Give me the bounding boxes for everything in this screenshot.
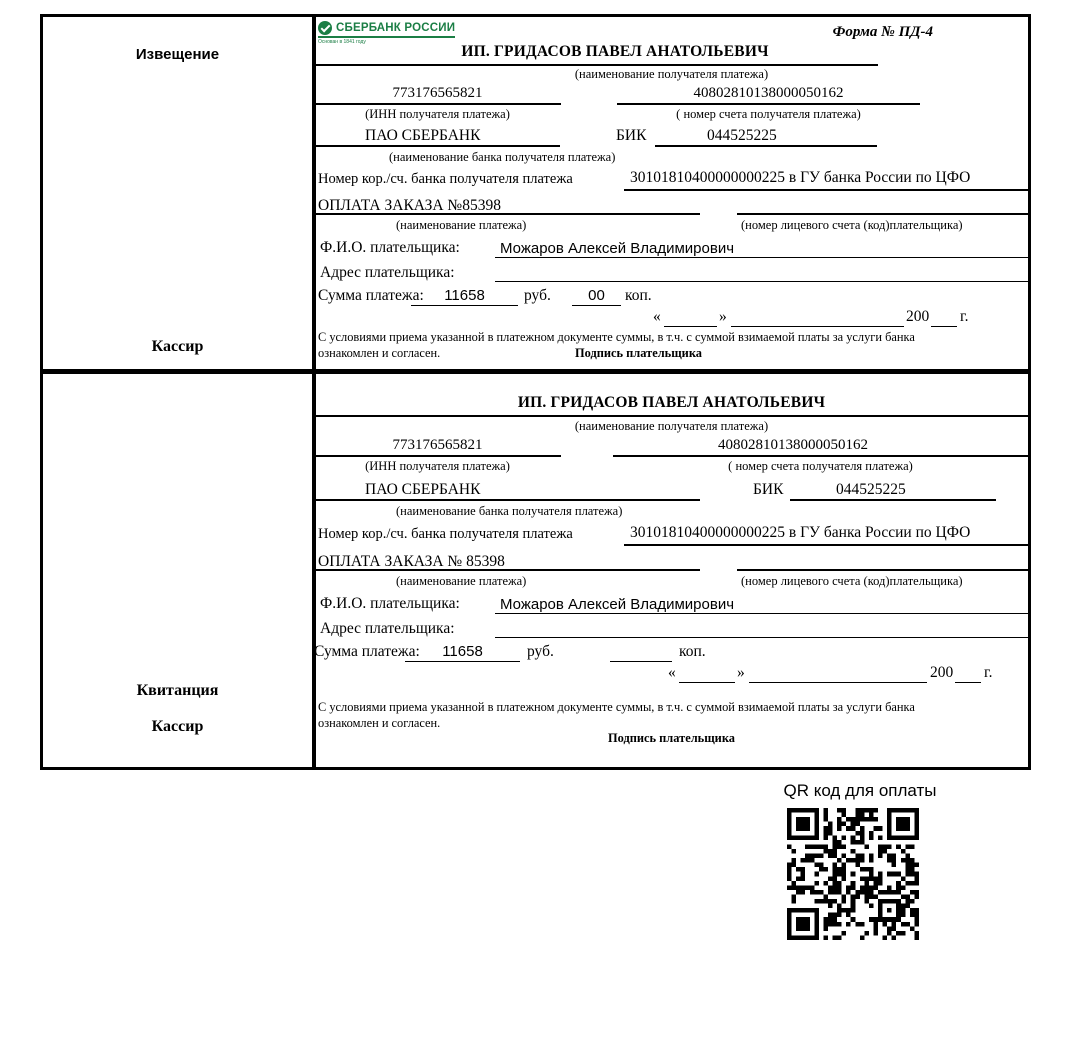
inn-hint: (ИНН получателя платежа): [365, 107, 510, 121]
field-underline: [312, 499, 700, 501]
payer-name-value: Можаров Алексей Владимирович: [500, 240, 735, 257]
field-underline: [737, 213, 1028, 215]
field-underline: [624, 544, 1028, 546]
recipient-name: ИП. ГРИДАСОВ ПАВЕЛ АНАТОЛЬЕВИЧ: [461, 43, 769, 60]
receipt-slip: [40, 371, 1031, 770]
payment-name-hint: (наименование платежа): [396, 574, 527, 588]
field-underline: [312, 569, 700, 571]
rub-label: руб.: [524, 287, 551, 304]
field-underline: [315, 455, 561, 457]
bik-label: БИК: [616, 127, 647, 144]
open-quote: «: [653, 308, 661, 325]
date-day-underline: [664, 326, 717, 327]
close-quote: »: [719, 308, 727, 325]
amount-rub-value: 11658: [444, 287, 485, 304]
field-underline: [495, 257, 1028, 258]
field-underline: [495, 637, 1028, 638]
sberbank-logo: [318, 21, 455, 45]
account-value: 40802810138000050162: [718, 437, 868, 453]
payment-name-value: ОПЛАТА ЗАКАЗА № 85398: [318, 553, 505, 570]
account-value: 40802810138000050162: [693, 85, 844, 101]
recipient-name: ИП. ГРИДАСОВ ПАВЕЛ АНАТОЛЬЕВИЧ: [517, 394, 826, 411]
field-underline: [312, 213, 700, 215]
date-year-prefix: 200: [930, 664, 954, 681]
field-underline: [315, 64, 878, 66]
signature-label: Подпись плательщика: [608, 731, 735, 745]
payment-name-value: ОПЛАТА ЗАКАЗА №85398: [318, 197, 501, 214]
recipient-name-hint: (наименование получателя платежа): [574, 419, 769, 433]
field-underline: [790, 499, 996, 501]
date-day-underline: [679, 682, 735, 683]
field-underline: [495, 613, 1028, 614]
payer-name-label: Ф.И.О. плательщика:: [320, 239, 460, 256]
field-underline: [315, 415, 1028, 417]
recipient-name-hint: (наименование получателя платежа): [574, 67, 769, 81]
field-underline: [613, 455, 1028, 457]
notice-slip: [40, 14, 1031, 372]
field-underline: [572, 305, 621, 306]
field-underline: [610, 661, 672, 662]
bank-name-value: ПАО СБЕРБАНК: [365, 127, 481, 144]
amount-rub-value: 11658: [442, 643, 483, 660]
terms-text-line1: С условиями приема указанной в платежном документе суммы, в т.ч. с суммой взимаемой платы за услуги банка: [318, 330, 915, 344]
amount-label: Сумма платежа:: [314, 643, 420, 660]
qr-caption: QR код для оплаты: [783, 781, 937, 800]
payment-name-hint: (наименование платежа): [396, 218, 527, 232]
kop-label: коп.: [679, 643, 706, 660]
field-underline: [405, 661, 520, 662]
rub-label: руб.: [527, 643, 554, 660]
inn-value: 773176565821: [392, 85, 483, 101]
date-year-underline: [931, 326, 957, 327]
date-year-prefix: 200: [906, 308, 930, 325]
field-underline: [655, 145, 877, 147]
account-hint: ( номер счета получателя платежа): [676, 107, 861, 121]
field-underline: [495, 281, 1028, 282]
open-quote: «: [668, 664, 676, 681]
form-number-label: Форма № ПД-4: [832, 24, 933, 40]
terms-text-line1: С условиями приема указанной в платежном документе суммы, в т.ч. с суммой взимаемой платы за услуги банка: [318, 700, 915, 714]
corr-account-value: 30101810400000000225 в ГУ банка России по ЦФО: [630, 169, 971, 186]
payer-address-label: Адрес плательщика:: [320, 264, 455, 281]
terms-text-line2: ознакомлен и согласен.: [318, 346, 441, 360]
payer-address-label: Адрес плательщика:: [320, 620, 455, 637]
close-quote: »: [737, 664, 745, 681]
sberbank-logo-icon: [318, 21, 332, 35]
sberbank-logo-text: СБЕРБАНК РОССИИ: [336, 22, 456, 34]
section-label-notice: Извещение: [135, 46, 220, 63]
cashier-label: Кассир: [151, 338, 204, 355]
bik-label: БИК: [753, 481, 784, 498]
field-underline: [312, 145, 560, 147]
cashier-label: Кассир: [151, 718, 204, 735]
date-year-underline: [955, 682, 981, 683]
bik-value: 044525225: [836, 481, 906, 498]
amount-label: Сумма платежа:: [318, 287, 424, 304]
amount-kop-value: 00: [588, 287, 605, 304]
field-underline: [411, 305, 518, 306]
field-underline: [617, 103, 920, 105]
corr-account-label: Номер кор./сч. банка получателя платежа: [318, 171, 573, 187]
personal-account-hint: (номер лицевого счета (код)плательщика): [741, 574, 963, 588]
field-underline: [737, 569, 1028, 571]
bank-name-value: ПАО СБЕРБАНК: [365, 481, 481, 498]
date-month-underline: [749, 682, 927, 683]
payer-name-label: Ф.И.О. плательщика:: [320, 595, 460, 612]
bank-name-hint: (наименование банка получателя платежа): [389, 150, 616, 164]
field-underline: [624, 189, 1028, 191]
corr-account-value: 30101810400000000225 в ГУ банка России по ЦФО: [630, 524, 971, 541]
date-year-suffix: г.: [960, 308, 969, 325]
inn-hint: (ИНН получателя платежа): [365, 459, 510, 473]
bik-value: 044525225: [707, 127, 777, 144]
account-hint: ( номер счета получателя платежа): [728, 459, 913, 473]
kop-label: коп.: [625, 287, 652, 304]
date-year-suffix: г.: [984, 664, 993, 681]
field-underline: [315, 103, 561, 105]
qr-code: [787, 808, 919, 940]
bank-name-hint: (наименование банка получателя платежа): [396, 504, 623, 518]
date-month-underline: [731, 326, 904, 327]
sberbank-logo-tagline: Основан в 1841 году: [318, 39, 366, 45]
inn-value: 773176565821: [392, 437, 483, 453]
corr-account-label: Номер кор./сч. банка получателя платежа: [318, 526, 573, 542]
payer-name-value: Можаров Алексей Владимирович: [500, 596, 735, 613]
terms-text-line2: ознакомлен и согласен.: [318, 716, 441, 730]
section-label-receipt: Квитанция: [136, 682, 219, 699]
signature-label: Подпись плательщика: [575, 346, 702, 360]
personal-account-hint: (номер лицевого счета (код)плательщика): [741, 218, 963, 232]
